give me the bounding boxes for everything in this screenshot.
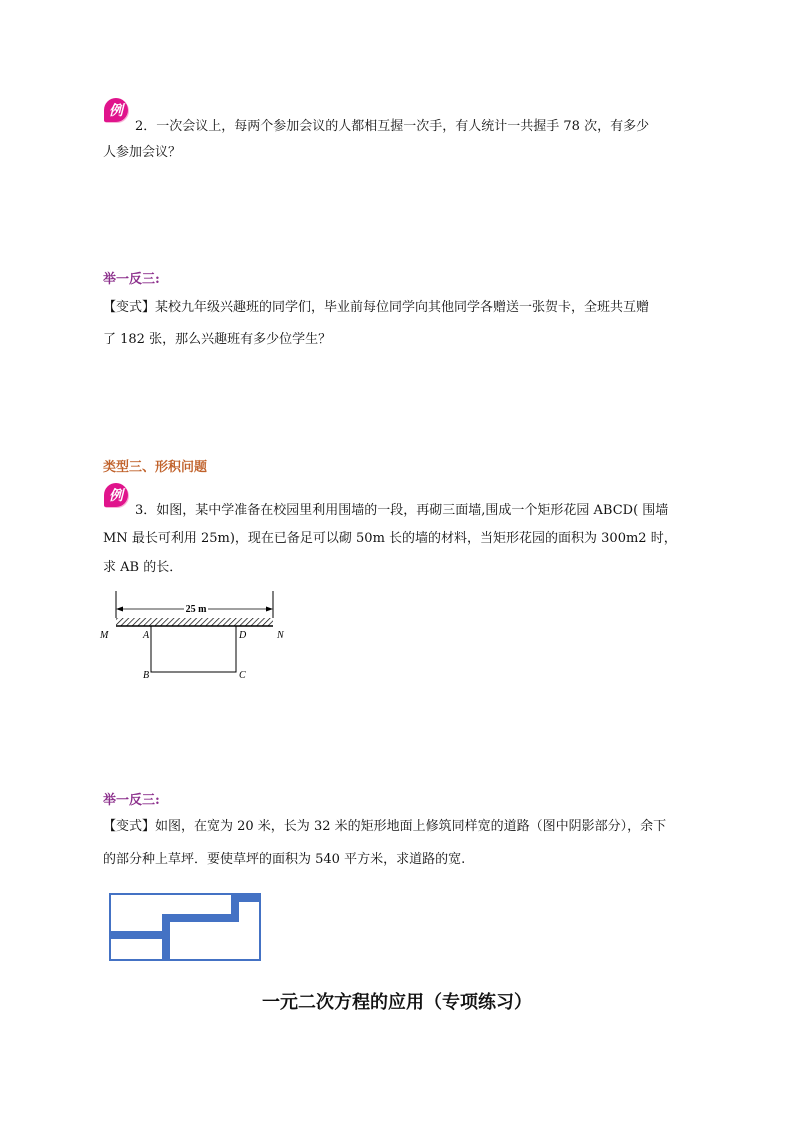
road-left-strip <box>110 931 170 939</box>
example-badge-3: 例 <box>104 483 128 507</box>
example-badge-2: 例 <box>104 98 128 122</box>
road-middle-strip <box>162 914 239 922</box>
example3-line2: MN 最长可利用 25m)，现在已备足可以砌 50m 长的墙的材料，当矩形花园的面积为 300m2 时， <box>103 531 677 546</box>
practice2-heading: 举一反三: <box>103 793 160 808</box>
practice2-line2: 的部分种上草坪．要使草坪的面积为 540 平方米，求道路的宽. <box>103 852 466 867</box>
example3-line3: 求 AB 的长． <box>103 560 183 575</box>
example2-line2: 人参加会议？ <box>103 145 182 160</box>
dimension-label: 25 m <box>185 604 207 615</box>
wall-hatch <box>116 618 273 626</box>
arrow-left-icon <box>116 607 123 612</box>
label-M: M <box>100 630 109 641</box>
practice1-line2: 了 182 张，那么兴趣班有多少位学生？ <box>103 332 332 347</box>
label-A: A <box>143 630 150 641</box>
practice1-heading: 举一反三: <box>103 272 160 287</box>
practice1-line1: 【变式】某校九年级兴趣班的同学们，毕业前每位同学向其他同学各赠送一张贺卡，全班共互赠 <box>103 300 650 315</box>
garden-figure <box>96 588 296 683</box>
example3-line1: 3．如图，某中学准备在校园里利用围墙的一段，再砌三面墙,围成一个矩形花园 ABCD( 围墙 <box>135 503 669 518</box>
practice2-line1: 【变式】如图，在宽为 20 米，长为 32 米的矩形地面上修筑同样宽的道路（图中阴影部分），余下 <box>103 819 667 834</box>
example2-line1: 2．一次会议上，每两个参加会议的人都相互握一次手，有人统计一共握手 78 次，有多少 <box>135 119 650 134</box>
section-title: 一元二次方程的应用（专项练习） <box>262 992 532 1013</box>
type3-heading: 类型三、形积问题 <box>103 460 208 475</box>
road-figure <box>108 892 264 964</box>
label-D: D <box>239 630 247 641</box>
garden-rect <box>151 626 236 672</box>
arrow-right-icon <box>266 607 273 612</box>
label-C: C <box>239 670 246 681</box>
label-N: N <box>277 630 284 641</box>
label-B: B <box>143 670 150 681</box>
